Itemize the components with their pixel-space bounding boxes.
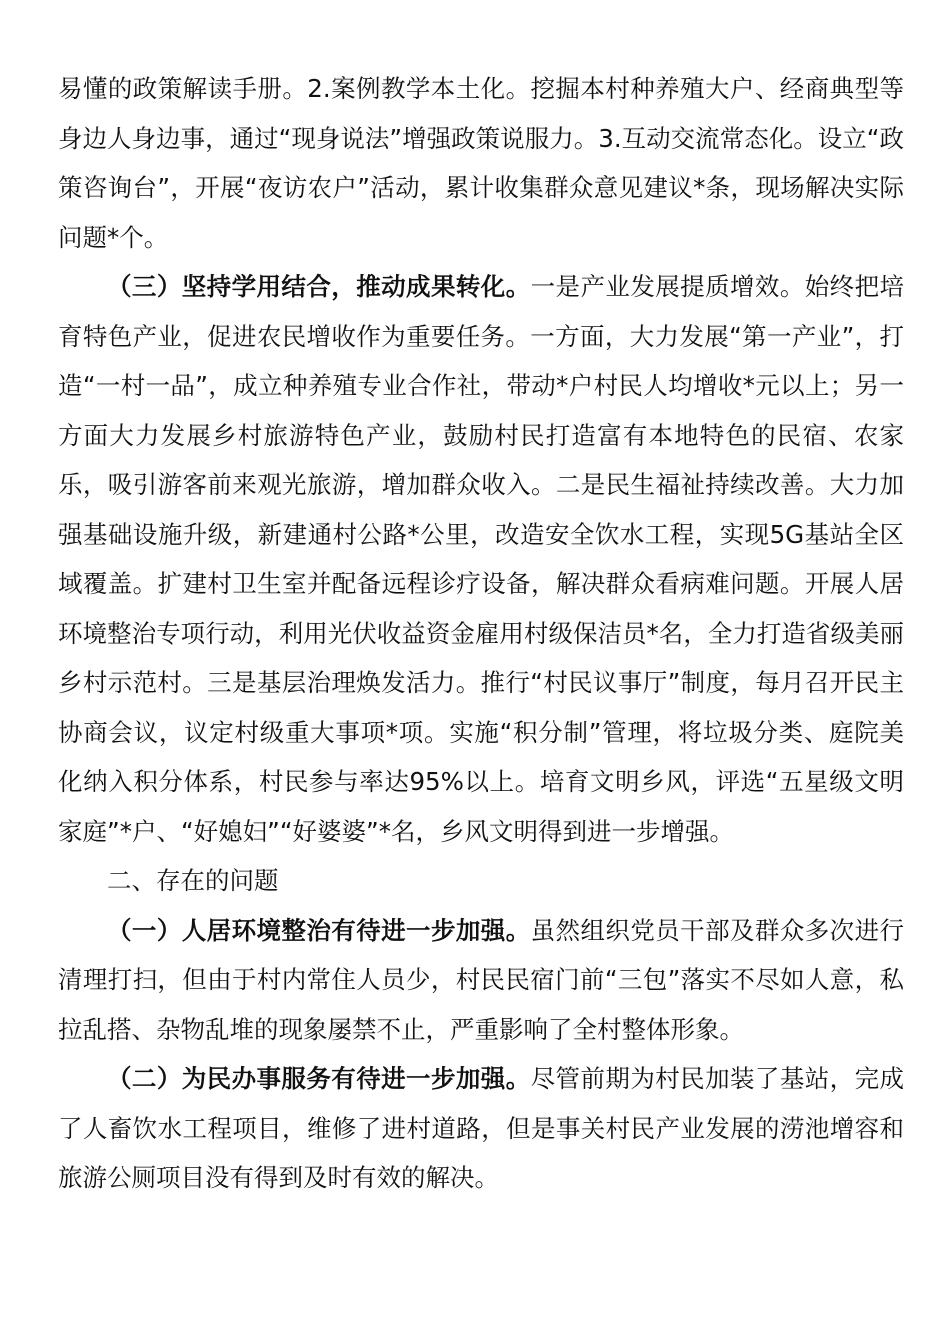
subheading-two: （二）为民办事服务有待进一步加强。	[107, 1064, 531, 1093]
paragraph-body: 一是产业发展提质增效。始终把培育特色产业，促进农民增收作为重要任务。一方面，大力发展“第一产业”，打造“一村一品”，成立种养殖专业合作社，带动*户村民人均增收*元以上；另一方面大力发展乡村旅游特色产业，鼓励村民打造富有本地特色的民宿、农家乐，吸引游客前来观光旅游，增加群众收入。二是民生福祉持续改善。大力加强基础设施升级，新建通村公路*公里，改造安全饮水工程，实现5G基站全区域覆盖。扩建村卫生室并配备远程诊疗设备，解决群众看病难问题。开展人居环境整治专项行动，利用光伏收益资金雇用村级保洁员*名，全力打造省级美丽乡村示范村。三是基层治理焕发活力。推行“村民议事厅”制度，每月召开民主协商会议，议定村级重大事项*项。实施“积分制”管理，将垃圾分类、庭院美化纳入积分体系，村民参与率达95%以上。培育文明乡风，评选“五星级文明家庭”*户、“好媳妇”“好婆婆”*名，乡风文明得到进一步增强。	[58, 272, 905, 846]
paragraph-body: 尽管前期为村民加装了基站，完成了人畜饮水工程项目，维修了进村道路，但是事关村民产业发展的涝池增容和旅游公厕项目没有得到及时有效的解决。	[58, 1064, 905, 1192]
paragraph-environment-problem	[58, 906, 904, 1055]
paragraph-service-problem	[58, 1054, 904, 1203]
paragraph-continued: 易懂的政策解读手册。2.案例教学本土化。挖掘本村种养殖大户、经商典型等身边人身边事，通过“现身说法”增强政策说服力。3.互动交流常态化。设立“政策咨询台”，开展“夜访农户”活动，累计收集群众意见建议*条，现场解决实际问题*个。	[58, 74, 904, 252]
subheading-one: （一）人居环境整治有待进一步加强。	[107, 915, 531, 945]
section-title-problems: 二、存在的问题	[107, 866, 279, 895]
document-page	[58, 64, 904, 1203]
paragraph-body: 虽然组织党员干部及群众多次进行清理打扫，但由于村内常住人员少，村民民宿门前“三包”落实不尽如人意，私拉乱搭、杂物乱堆的现象屡禁不止，严重影响了全村整体形象。	[58, 915, 905, 1044]
subheading-three: （三）坚持学用结合，推动成果转化。	[107, 272, 531, 301]
paragraph-learning-application	[58, 262, 904, 856]
